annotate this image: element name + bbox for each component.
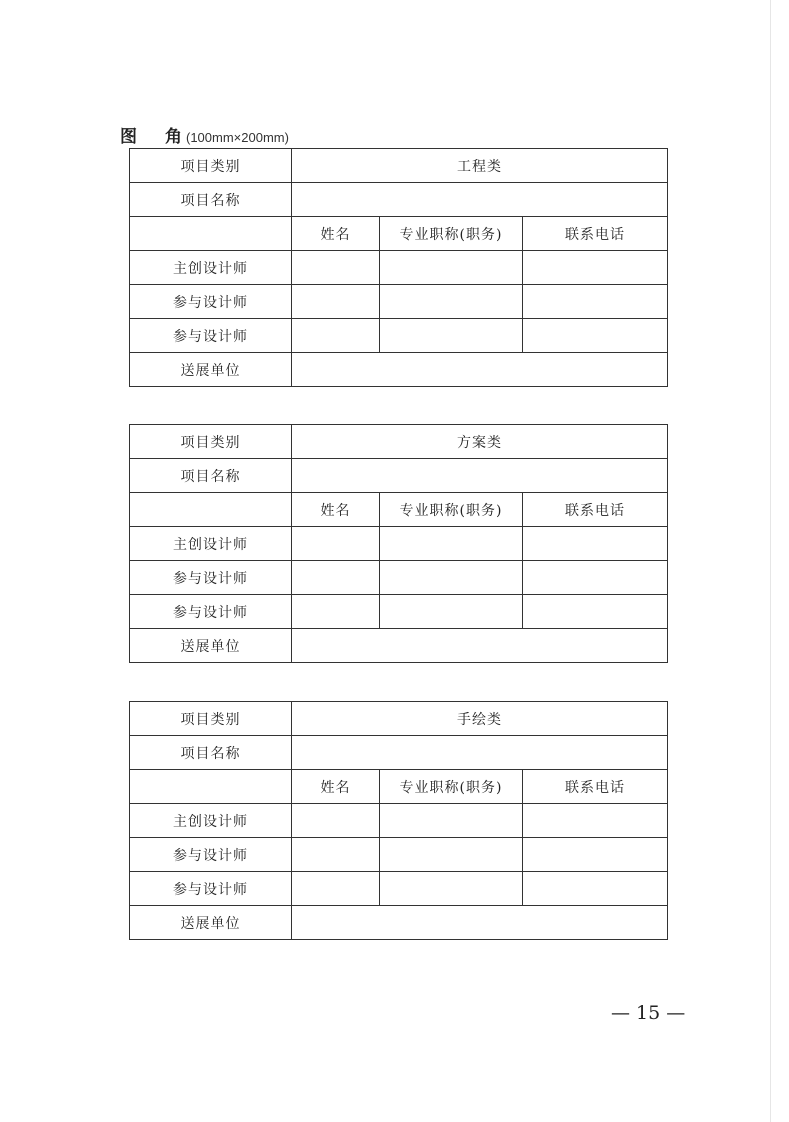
name-header: 姓名 (292, 770, 380, 804)
title-cell[interactable] (380, 838, 523, 872)
name-cell[interactable] (292, 319, 380, 353)
name-header: 姓名 (292, 217, 380, 251)
participating-designer-label: 参与设计师 (130, 285, 292, 319)
page-heading (120, 122, 289, 148)
name-cell[interactable] (292, 804, 380, 838)
submitting-unit-label: 送展单位 (130, 629, 292, 663)
header-blank-cell (130, 770, 292, 804)
phone-header: 联系电话 (523, 217, 668, 251)
table-row (130, 425, 668, 459)
participating-designer-label: 参与设计师 (130, 595, 292, 629)
phone-cell[interactable] (523, 319, 668, 353)
phone-cell[interactable] (523, 872, 668, 906)
title-cell[interactable] (380, 285, 523, 319)
table-row (130, 906, 668, 940)
category-label: 项目类别 (130, 425, 292, 459)
phone-cell[interactable] (523, 838, 668, 872)
table-row (130, 319, 668, 353)
participating-designer-label: 参与设计师 (130, 838, 292, 872)
phone-header: 联系电话 (523, 770, 668, 804)
title-header: 专业职称(职务) (380, 217, 523, 251)
project-name-label: 项目名称 (130, 183, 292, 217)
name-header: 姓名 (292, 493, 380, 527)
submitting-unit-label: 送展单位 (130, 353, 292, 387)
category-value: 方案类 (292, 425, 668, 459)
submitting-unit-label: 送展单位 (130, 906, 292, 940)
submitting-unit-cell[interactable] (292, 629, 668, 663)
participating-designer-label: 参与设计师 (130, 319, 292, 353)
participating-designer-label: 参与设计师 (130, 872, 292, 906)
submitting-unit-cell[interactable] (292, 353, 668, 387)
table-row (130, 872, 668, 906)
title-cell[interactable] (380, 595, 523, 629)
heading-size-note: (100mm×200mm) (186, 130, 289, 145)
category-value: 手绘类 (292, 702, 668, 736)
title-header: 专业职称(职务) (380, 770, 523, 804)
project-name-label: 项目名称 (130, 736, 292, 770)
name-cell[interactable] (292, 251, 380, 285)
table-row (130, 770, 668, 804)
table-row (130, 702, 668, 736)
submitting-unit-cell[interactable] (292, 906, 668, 940)
title-cell[interactable] (380, 804, 523, 838)
table-row (130, 804, 668, 838)
entry-form-table-3 (129, 701, 668, 940)
chief-designer-label: 主创设计师 (130, 527, 292, 561)
table-row (130, 285, 668, 319)
title-cell[interactable] (380, 561, 523, 595)
name-cell[interactable] (292, 561, 380, 595)
table-row (130, 838, 668, 872)
category-label: 项目类别 (130, 149, 292, 183)
table-row (130, 629, 668, 663)
phone-header: 联系电话 (523, 493, 668, 527)
chief-designer-label: 主创设计师 (130, 251, 292, 285)
table-row (130, 527, 668, 561)
heading-title-2: 角 (165, 127, 182, 147)
table-row (130, 251, 668, 285)
table-row (130, 353, 668, 387)
project-name-cell[interactable] (292, 183, 668, 217)
name-cell[interactable] (292, 285, 380, 319)
table-row (130, 736, 668, 770)
phone-cell[interactable] (523, 595, 668, 629)
title-cell[interactable] (380, 319, 523, 353)
phone-cell[interactable] (523, 527, 668, 561)
table-row (130, 459, 668, 493)
header-blank-cell (130, 493, 292, 527)
phone-cell[interactable] (523, 285, 668, 319)
header-blank-cell (130, 217, 292, 251)
name-cell[interactable] (292, 838, 380, 872)
category-label: 项目类别 (130, 702, 292, 736)
phone-cell[interactable] (523, 251, 668, 285)
chief-designer-label: 主创设计师 (130, 804, 292, 838)
phone-cell[interactable] (523, 561, 668, 595)
project-name-cell[interactable] (292, 459, 668, 493)
project-name-label: 项目名称 (130, 459, 292, 493)
title-header: 专业职称(职务) (380, 493, 523, 527)
title-cell[interactable] (380, 527, 523, 561)
name-cell[interactable] (292, 527, 380, 561)
heading-title-1: 图 (120, 127, 137, 147)
title-cell[interactable] (380, 872, 523, 906)
table-row (130, 183, 668, 217)
entry-form-table-1 (129, 148, 668, 387)
table-row (130, 561, 668, 595)
title-cell[interactable] (380, 251, 523, 285)
table-row (130, 149, 668, 183)
phone-cell[interactable] (523, 804, 668, 838)
name-cell[interactable] (292, 595, 380, 629)
name-cell[interactable] (292, 872, 380, 906)
project-name-cell[interactable] (292, 736, 668, 770)
page-number: — 15 — (611, 1002, 686, 1024)
entry-form-table-2 (129, 424, 668, 663)
participating-designer-label: 参与设计师 (130, 561, 292, 595)
table-row (130, 595, 668, 629)
table-row (130, 493, 668, 527)
page-edge-line (770, 0, 771, 1122)
category-value: 工程类 (292, 149, 668, 183)
table-row (130, 217, 668, 251)
